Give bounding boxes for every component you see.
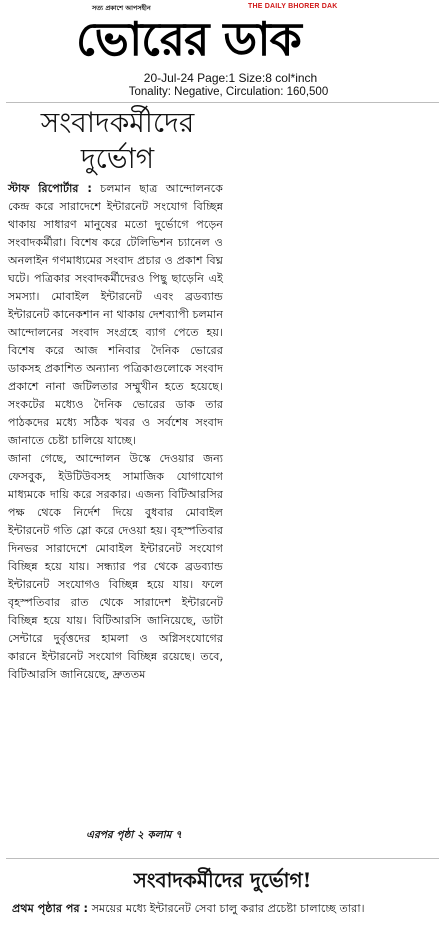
continuation-lead: প্রথম পৃষ্ঠার পর : <box>12 902 88 915</box>
continuation-divider <box>6 858 439 859</box>
continuation-text: সময়ের মধ্যে ইন্টারনেট সেবা চালু করার প্রচেষ্টা চালাচ্ছে তারা। <box>91 902 365 915</box>
article-paragraph-2: জানা গেছে, আন্দোলন উস্কে দেওয়ার জন্য ফেসবুক, ইউটিউবসহ সামাজিক যোগাযোগ মাধ্যমকে দায়ি করে সরকার। এজন্য বিটিআরসির পক্ষ থেকে নির্দেশ দিয়ে বুধবার মোবাইল ইন্টারনেট গতি স্লো করে দেওয়া হয়। বৃহস্পতিবার দিনভর সারাদেশে মোবাইল ইন্টারনেট সংযোগ বিচ্ছিন্ন হয়ে যায়। সন্ধ্যার পর থেকে ব্রডব্যান্ড ইন্টারনেট সংযোগও বিচ্ছিন্ন হয়ে যায়। ফলে বৃহস্পতিবার রাত থেকে সারাদেশ ইন্টারনেট বিচ্ছিন্ন হয়ে যায়। বিটিআরসি জানিয়েছে, ডাটা সেন্টারে দুর্বৃত্তদের হামলা ও অগ্নিসংযোগের কারনে ইন্টারনেট সংযোগ বিচ্ছিন্ন রয়েছে। তবে, বিটিআরসি জানিয়েছে, দ্রুততম <box>8 452 223 681</box>
masthead-tagline: সত্য প্রকাশে আপসহীন <box>92 4 151 12</box>
masthead-english-name: THE DAILY BHORER DAK <box>248 3 338 10</box>
header-divider <box>6 102 439 103</box>
article-byline: স্টাফ রিপোর্টার : <box>8 182 92 195</box>
article-jump-line: এরপর পৃষ্ঠা ২ কলাম ৭ <box>86 829 182 841</box>
article-paragraph-1-text: চলমান ছাত্র আন্দোলনকে কেন্দ্র করে সারাদেশে ইন্টারনেট সংযোগ বিচ্ছিন্ন থাকায় সাধারণ মানুষের মতো দুর্ভোগে পড়েন সংবাদকর্মীরা। বিশেষ করে টেলিভিশন চ্যানেল ও অনলাইন গণমাধ্যমের সংবাদ প্রচার ও প্রকাশ বিঘ্ন ঘটে। পত্রিকার সংবাদকর্মীদেরও পিছু ছাড়েনি এই সমস্যা। মোবাইল ইন্টারনেট এবং ব্রডব্যান্ড ইন্টারনেট কানেকশান না থাকায় দেশব্যাপী চলমান আন্দোলনের সংবাদ সংগ্রহে ব্যাগ পেতে হয়। বিশেষ করে আজ শনিবার দৈনিক ভোরের ডাকসহ প্রকাশিত অন্যান্য পত্রিকাগুলোকে সংবাদ প্রকাশে নানা জটিলতার সম্মুখীন হতে হয়েছে। সংকটের মধ্যেও দৈনিক ভোরের ডাক তার পাঠকদের মধ্যে সঠিক খবর ও সর্বশেষ সংবাদ জানাতে চেষ্টা চালিয়ে যাচ্ছে। <box>8 182 223 447</box>
newspaper-logo: ভোরের ডাক <box>76 12 301 66</box>
article-headline-line1: সংবাদকর্মীদের <box>40 106 195 139</box>
clipping-meta-tonality: Tonality: Negative, Circulation: 160,500 <box>128 86 329 98</box>
article-body <box>8 180 223 684</box>
continuation-headline: সংবাদকর্মীদের দুর্ভোগ! <box>133 868 312 892</box>
continuation-body <box>12 900 437 918</box>
article-headline-line2: দুর্ভোগ <box>80 142 155 175</box>
masthead <box>0 0 445 72</box>
article-paragraph-1 <box>8 180 223 450</box>
clipping-meta-date-page: 20-Jul-24 Page:1 Size:8 col*inch <box>143 71 318 85</box>
